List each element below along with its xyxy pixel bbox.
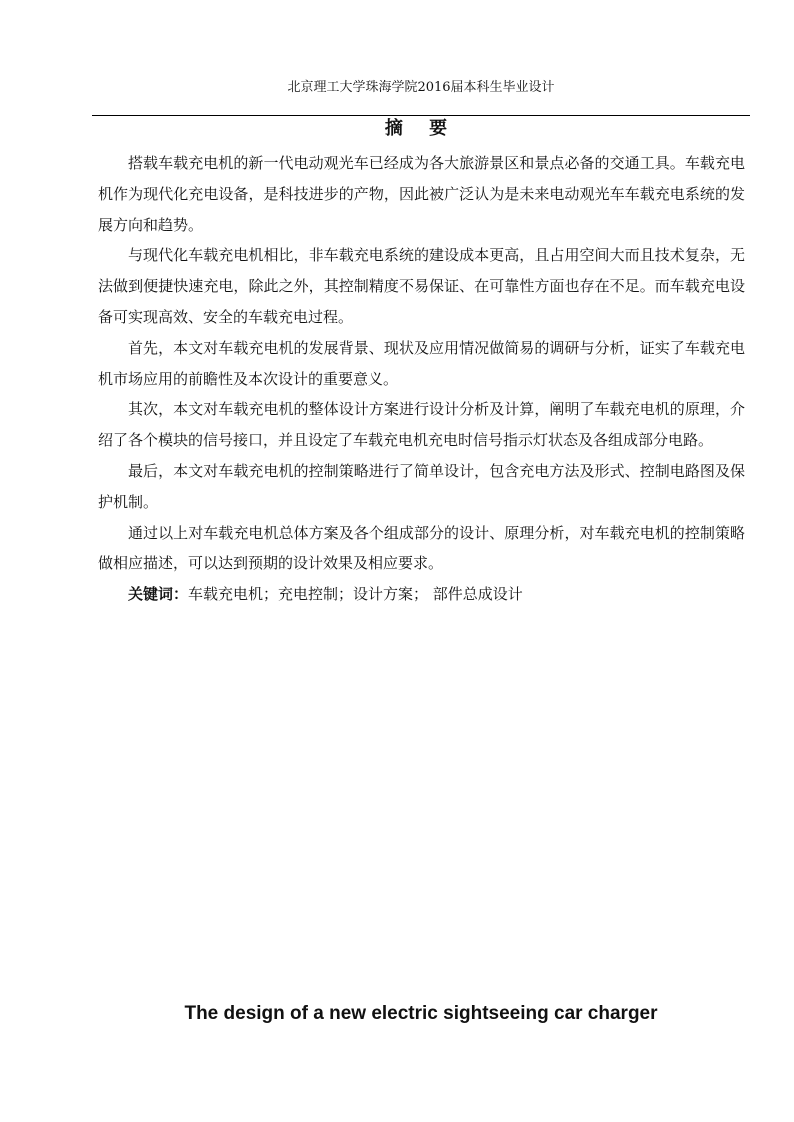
abstract-paragraph-6: 通过以上对车载充电机总体方案及各个组成部分的设计、原理分析，对车载充电机的控制策略做相应描述，可以达到预期的设计效果及相应要求。 — [98, 523, 745, 573]
keywords-label: 关键词： — [128, 585, 189, 604]
abstract-paragraph-4: 其次，本文对车载充电机的整体设计方案进行设计分析及计算，阐明了车载充电机的原理，介绍了各个模块的信号接口，并且设定了车载充电机充电时信号指示灯状态及各组成部分电路。 — [98, 400, 745, 450]
keywords-line — [98, 579, 745, 610]
abstract-paragraph-2: 与现代化车载充电机相比，非车载充电系统的建设成本更高，且占用空间大而且技术复杂，无法做到便捷快速充电，除此之外，其控制精度不易保证、在可靠性方面也存在不足。而车载充电设备可实现高效、安全的车载充电过程。 — [98, 246, 745, 326]
abstract-paragraph-3: 首先，本文对车载充电机的发展背景、现状及应用情况做简易的调研与分析，证实了车载充电机市场应用的前瞻性及本次设计的重要意义。 — [98, 338, 745, 388]
abstract-title: 摘 要 — [384, 118, 458, 139]
keywords-text: 车载充电机；充电控制；设计方案； 部件总成设计 — [188, 585, 523, 604]
english-title: The design of a new electric sightseeing car charger — [184, 1003, 658, 1024]
abstract-paragraph-5: 最后，本文对车载充电机的控制策略进行了简单设计，包含充电方法及形式、控制电路图及保护机制。 — [98, 461, 745, 511]
abstract-paragraph-1: 搭载车载充电机的新一代电动观光车已经成为各大旅游景区和景点必备的交通工具。车载充电机作为现代化充电设备，是科技进步的产物，因此被广泛认为是未来电动观光车车载充电系统的发展方向和趋势。 — [98, 154, 745, 234]
running-header: 北京理工大学珠海学院2016届本科生毕业设计 — [287, 80, 555, 95]
abstract-body — [98, 148, 745, 610]
